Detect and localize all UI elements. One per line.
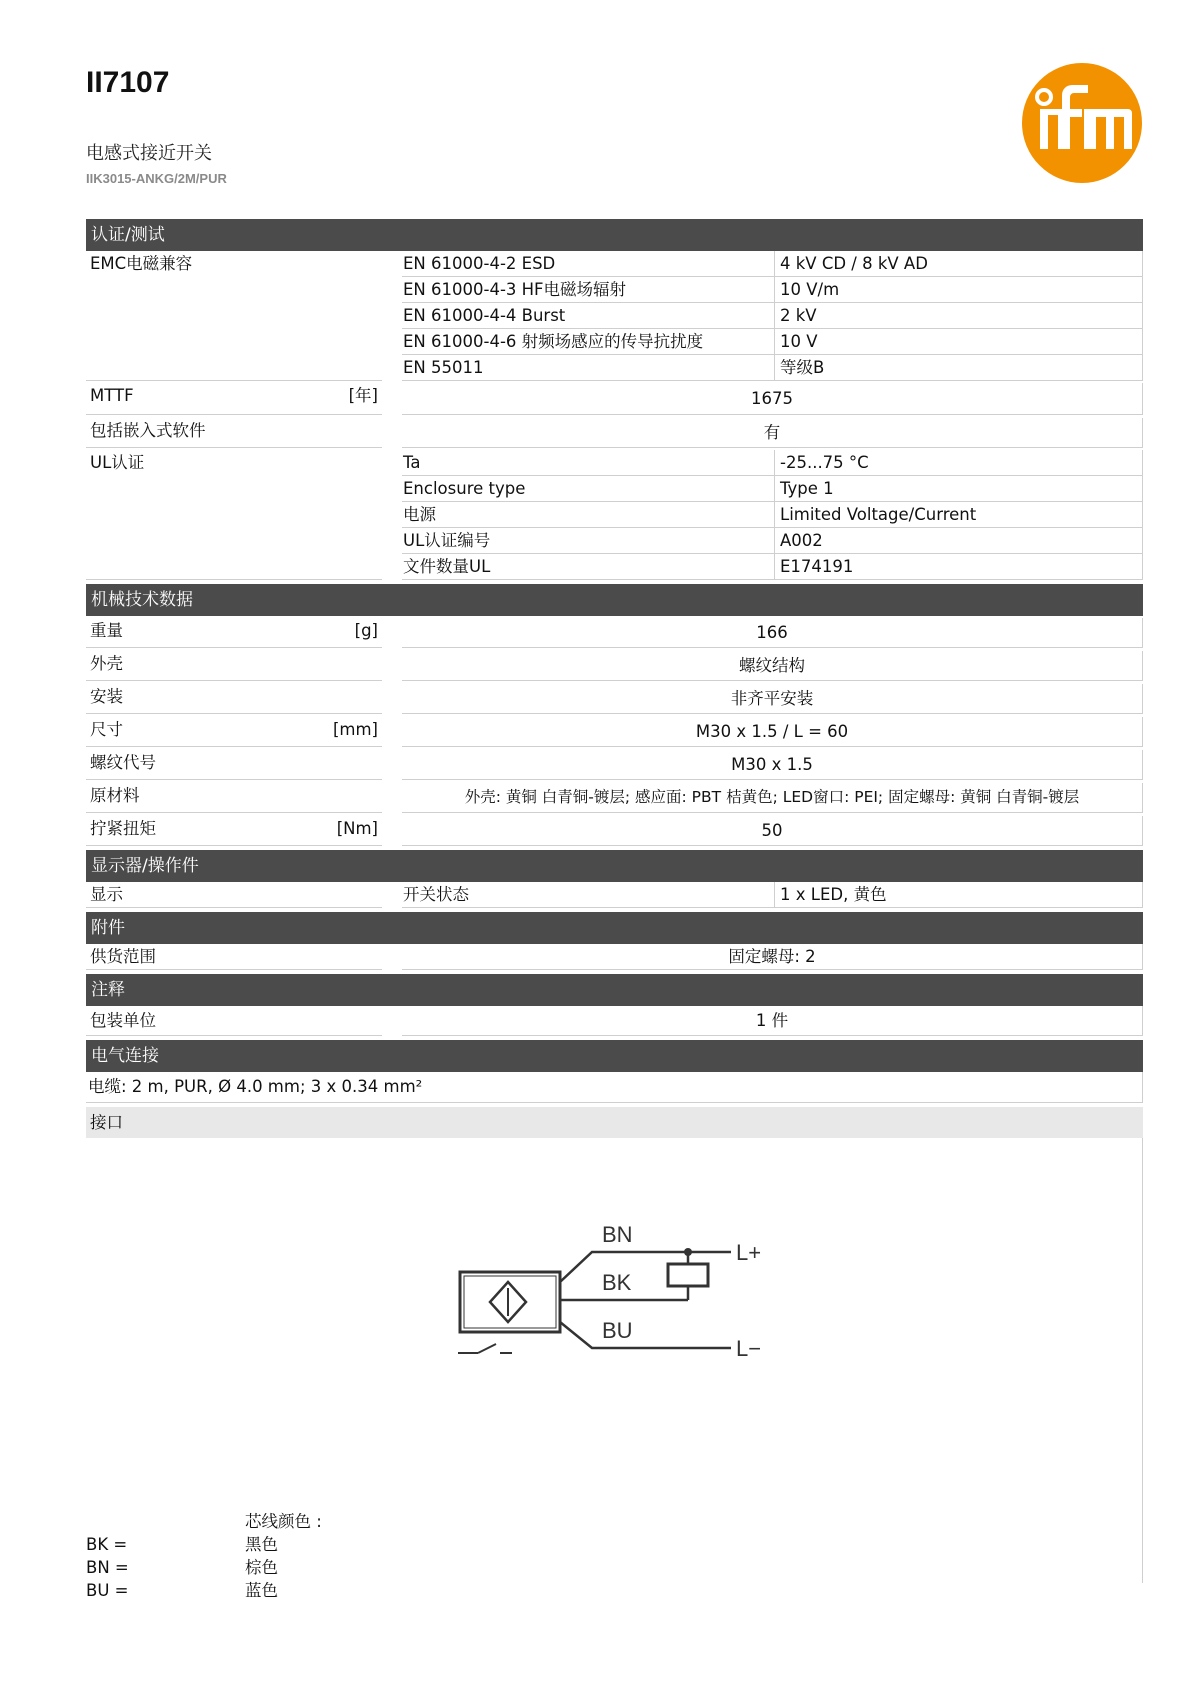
legend-row: BN = 棕色 [86, 1558, 278, 1577]
row-mounting: 安装 非齐平安装 [86, 684, 1143, 714]
interface-header: 接口 [86, 1107, 1143, 1138]
section-header-display: 显示器/操作件 [86, 850, 1143, 882]
row-material: 原材料 外壳: 黄铜 白青铜-镀层; 感应面: PBT 桔黄色; LED窗口: PEI; 固定螺母: 黄铜 白青铜-镀层 [86, 783, 1143, 813]
label-lminus: L− [736, 1336, 762, 1361]
emc-row: EN 55011 等级B [402, 355, 1143, 381]
row-scope: 供货范围 固定螺母: 2 [86, 944, 1143, 970]
row-housing: 外壳 螺纹结构 [86, 651, 1143, 681]
label-ul: UL认证 [86, 450, 382, 580]
section-header-electrical: 电气连接 [86, 1040, 1143, 1072]
emc-row: EN 61000-4-4 Burst 2 kV [402, 303, 1143, 329]
legend-row: BU = 蓝色 [86, 1581, 278, 1600]
ifm-logo-icon [1022, 63, 1142, 183]
value-mttf: 1675 [402, 383, 1143, 415]
section-header-accessories: 附件 [86, 912, 1143, 944]
wiring-diagram [456, 1218, 876, 1418]
legend-title: 芯线颜色 : [245, 1512, 322, 1531]
ul-row: UL认证编号 A002 [402, 528, 1143, 554]
ul-row: Ta -25...75 °C [402, 450, 1143, 476]
row-emc [86, 251, 1143, 381]
row-dimensions: 尺寸 [mm] M30 x 1.5 / L = 60 [86, 717, 1143, 747]
ul-values [402, 450, 1143, 580]
emc-row: EN 61000-4-3 HF电磁场辐射 10 V/m [402, 277, 1143, 303]
row-mttf [86, 383, 1143, 415]
wire-color-legend [86, 1510, 322, 1602]
section-header-cert: 认证/测试 [86, 219, 1143, 251]
emc-row: EN 61000-4-2 ESD 4 kV CD / 8 kV AD [402, 251, 1143, 277]
value-software: 有 [402, 418, 1143, 448]
article-number: IIK3015-ANKG/2M/PUR [86, 171, 227, 186]
label-bn: BN [602, 1222, 633, 1247]
row-packaging: 包装单位 1 件 [86, 1006, 1143, 1036]
row-software [86, 418, 1143, 448]
row-weight: 重量 [g] 166 [86, 618, 1143, 648]
datasheet [86, 219, 1143, 1583]
legend-row: BK = 黑色 [86, 1535, 278, 1554]
label-bu: BU [602, 1318, 633, 1343]
label-emc: EMC电磁兼容 [86, 251, 382, 381]
ul-row: Enclosure type Type 1 [402, 476, 1143, 502]
section-header-notes: 注释 [86, 974, 1143, 1006]
cable-spec: 电缆: 2 m, PUR, Ø 4.0 mm; 3 x 0.34 mm² [86, 1072, 1143, 1103]
label-bk: BK [602, 1270, 632, 1295]
label-lplus: L+ [736, 1240, 762, 1265]
ul-row: 文件数量UL E174191 [402, 554, 1143, 580]
emc-values [402, 251, 1143, 381]
ifm-logo [1022, 63, 1142, 183]
product-name: 电感式接近开关 [86, 143, 212, 164]
label-mttf: MTTF [年] [86, 383, 382, 415]
row-display: 显示 开关状态 1 x LED, 黄色 [86, 882, 1143, 908]
row-thread: 螺纹代号 M30 x 1.5 [86, 750, 1143, 780]
section-header-mech: 机械技术数据 [86, 584, 1143, 616]
row-torque: 拧紧扭矩 [Nm] 50 [86, 816, 1143, 846]
row-ul [86, 450, 1143, 580]
label-software: 包括嵌入式软件 [86, 418, 382, 448]
emc-row: EN 61000-4-6 射频场感应的传导抗扰度 10 V [402, 329, 1143, 355]
product-code: II7107 [86, 66, 170, 99]
ul-row: 电源 Limited Voltage/Current [402, 502, 1143, 528]
